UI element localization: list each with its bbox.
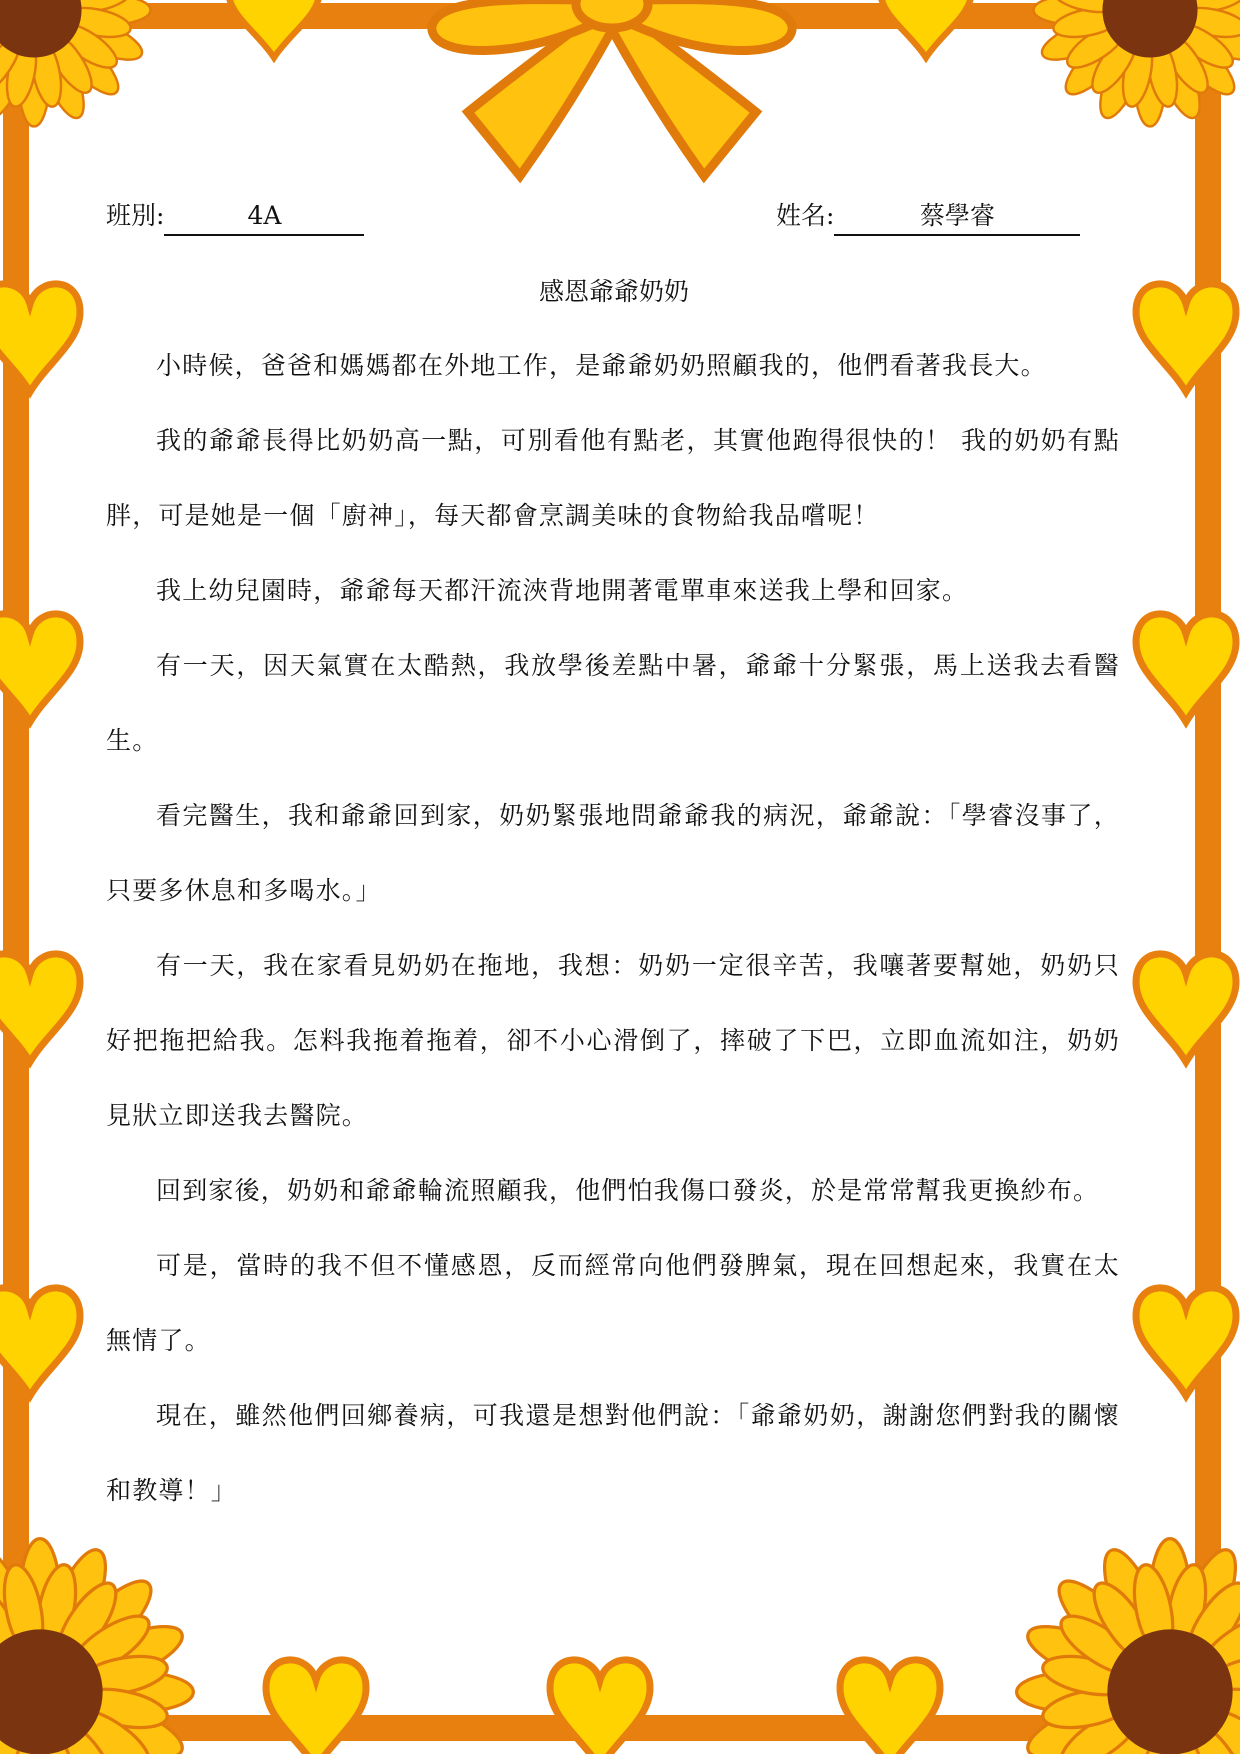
name-value: 蔡學睿 [834,198,1080,236]
sunflower-icon [1017,1539,1240,1754]
paragraph: 我的爺爺長得比奶奶高一點，可別看他有點老，其實他跑得很快的！ 我的奶奶有點胖，可是她是一個「廚神」，每天都會烹調美味的食物給我品嚐呢！ [106,426,1120,530]
paragraph: 有一天，我在家看見奶奶在拖地，我想：奶奶一定很辛苦，我嚷著要幫她，奶奶只好把拖把給我。怎料我拖着拖着，卻不小心滑倒了，摔破了下巴，立即血流如注，奶奶見狀立即送我去醫院。 [106,951,1120,1130]
sunflower-icon [0,1539,193,1754]
paragraph: 回到家後，奶奶和爺爺輪流照顧我，他們怕我傷口發炎，於是常常幫我更換紗布。 [156,1176,1100,1205]
class-field [106,196,364,236]
paragraph: 我上幼兒園時，爺爺每天都汗流浹背地開著電單車來送我上學和回家。 [156,576,969,605]
name-field [776,196,1080,236]
ribbon-bow-icon [432,0,792,176]
class-label: 班別: [106,201,165,230]
class-value: 4A [164,198,364,236]
paragraph: 小時候，爸爸和媽媽都在外地工作，是爺爺奶奶照顧我的，他們看著我長大。 [156,351,1047,380]
essay-title: 感恩爺爺奶奶 [538,277,689,306]
sunflower-icon [0,0,150,126]
paragraph: 有一天，因天氣實在太酷熱，我放學後差點中暑，爺爺十分緊張，馬上送我去看醫生。 [106,651,1120,755]
paragraph: 可是，當時的我不但不懂感恩，反而經常向他們發脾氣，現在回想起來，我實在太無情了。 [106,1251,1120,1355]
paragraph: 看完醫生，我和爺爺回到家，奶奶緊張地問爺爺我的病況，爺爺說：「學睿沒事了，只要多休息和多喝水。」 [106,801,1120,905]
paragraph: 現在，雖然他們回鄉養病，可我還是想對他們說：「爺爺奶奶，謝謝您們對我的關懷和教導！」 [106,1401,1120,1505]
name-label: 姓名: [776,201,835,230]
essay-body [106,328,1120,1528]
